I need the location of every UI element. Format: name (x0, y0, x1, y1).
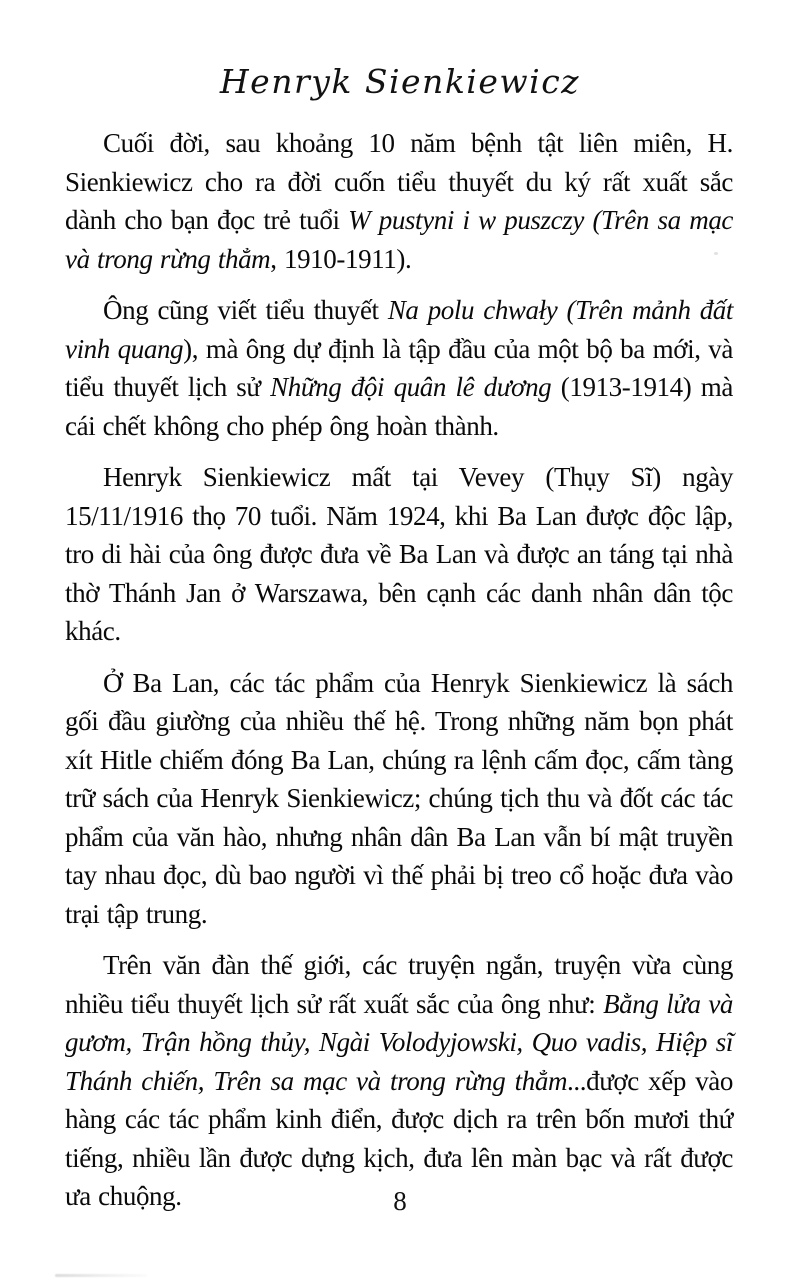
text-run: ...được xếp vào hàng các tác phẩm kinh điển, được dịch ra trên bốn mươi thứ tiếng, nhiều lần được dựng kịch, đưa lên màn bạc và rất được ưa chuộng. (65, 1065, 733, 1211)
text-run: (1913-1914) mà cái chết không cho phép ông hoàn thành. (65, 372, 733, 441)
paragraph (65, 458, 733, 651)
text-run: Trên văn đàn thế giới, các truyện ngắn, truyện vừa cùng nhiều tiểu thuyết lịch sử rất xuất sắc của ông như: (65, 950, 733, 1019)
text-run: ), mà ông dự định là tập đầu của một bộ ba mới, và tiểu thuyết lịch sử (65, 333, 733, 402)
paragraph (65, 664, 733, 934)
text-run-italic: W pustyni i w puszczy (Trên sa mạc và trong rừng thẳm (65, 205, 734, 274)
text-run-italic: Bằng lửa và gươm, Trận hồng thủy, Ngài Volodyjowski, Quo vadis, Hiệp sĩ Thánh chiến, Trên sa mạc và trong rừng thẳm (65, 988, 733, 1096)
running-header: Henryk Sienkiewicz (219, 62, 581, 101)
page-number: 8 (393, 1186, 407, 1216)
scan-smudge (55, 1274, 147, 1277)
paragraph (65, 124, 733, 278)
text-run-italic: Na polu chwały (Trên mảnh đất vinh quang (65, 295, 733, 364)
text-run: Henryk Sienkiewicz mất tại Vevey (Thụy Sĩ) ngày 15/11/1916 thọ 70 tuổi. Năm 1924, khi Ba Lan được độc lập, tro di hài của ông được đưa về Ba Lan và được an táng tại nhà thờ Thánh Jan ở Warszawa, bên cạnh các danh nhân dân tộc khác. (65, 462, 733, 646)
text-run-italic: Những đội quân lê dương (270, 372, 552, 402)
text-run: Ở Ba Lan, các tác phẩm của Henryk Sienkiewicz là sách gối đầu giường của nhiều thế hệ. Trong những năm bọn phát xít Hitle chiếm đóng Ba Lan, chúng ra lệnh cấm đọc, cấm tàng trữ sách của Henryk Sienkiewicz; chúng tịch thu và đốt các tác phẩm của văn hào, nhưng nhân dân Ba Lan vẫn bí mật truyền tay nhau đọc, dù bao người vì thế phải bị treo cổ hoặc đưa vào trại tập trung. (65, 667, 733, 929)
paragraph (65, 291, 733, 445)
scan-speck (714, 252, 718, 255)
paragraph (65, 946, 733, 1216)
page-text (65, 124, 733, 1229)
text-run: Cuối đời, sau khoảng 10 năm bệnh tật liên miên, H. Sienkiewicz cho ra đời cuốn tiểu thuyết du ký rất xuất sắc dành cho bạn đọc trẻ tuổi (65, 128, 733, 235)
text-run: Ông cũng viết tiểu thuyết (103, 295, 388, 325)
text-run: , 1910-1911). (270, 243, 412, 274)
